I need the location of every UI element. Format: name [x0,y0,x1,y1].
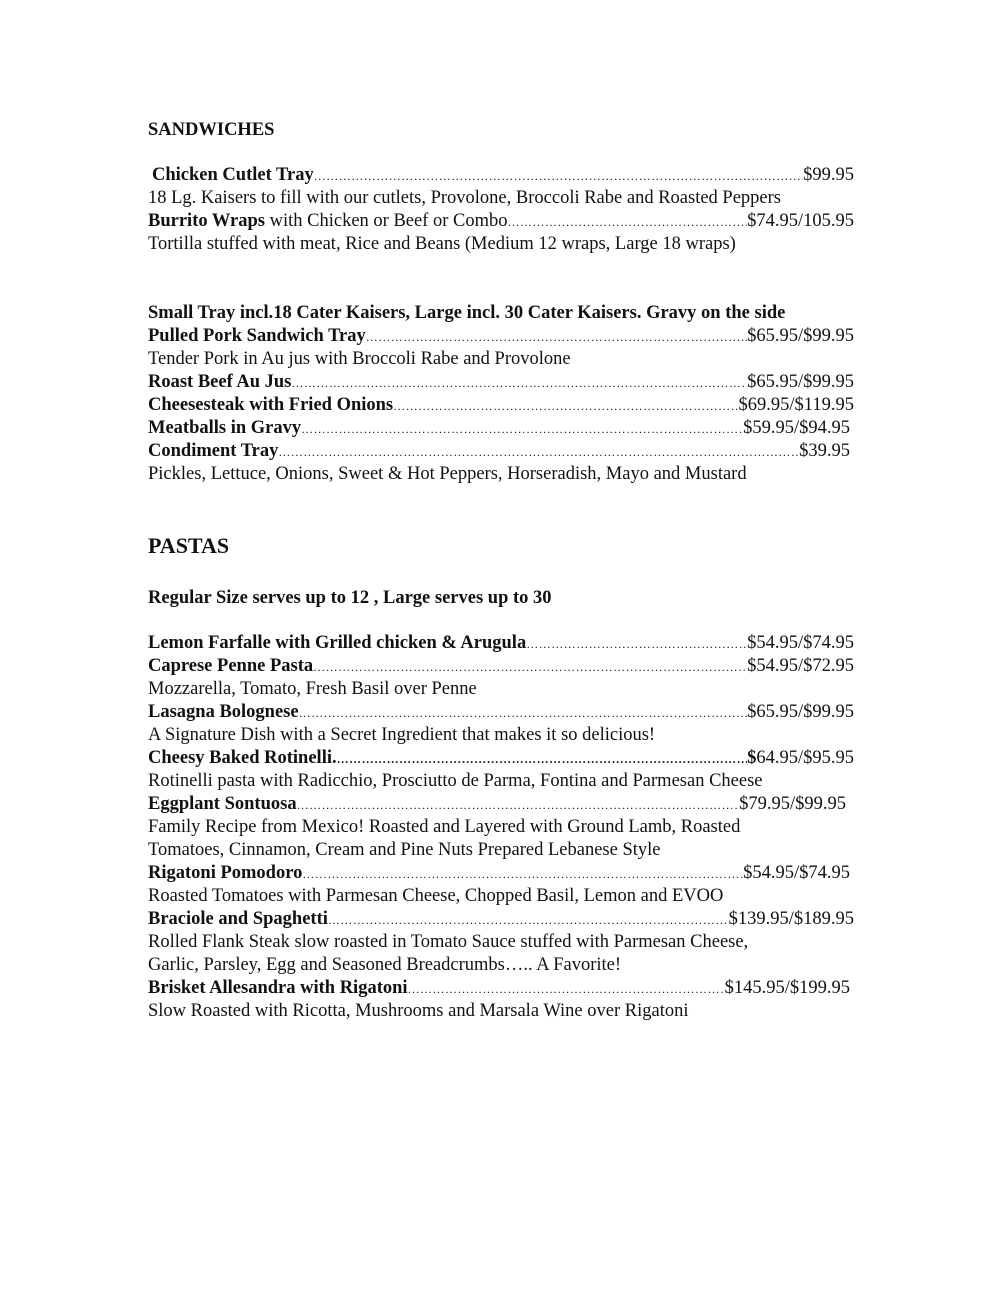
leader-dots [393,395,738,418]
item-name: Pulled Pork Sandwich Tray [148,326,366,346]
item-price-symbol: $ [747,748,757,768]
item-name: Eggplant Sontuosa [148,794,297,814]
item-description: Slow Roasted with Ricotta, Mushrooms and Marsala Wine over Rigatoni [148,1001,689,1021]
item-price: $59.95/$94.95 [743,418,850,438]
menu-item-meatballs [148,417,850,441]
item-name: Meatballs in Gravy [148,418,302,438]
menu-item-eggplant-sontuosa [148,793,846,817]
leader-dots [328,909,729,932]
menu-item-condiment-tray [148,440,850,464]
item-name: Brisket Allesandra with Rigatoni [148,978,408,998]
menu-item-lemon-farfalle [148,632,854,656]
item-name: Chicken Cutlet Tray [152,165,314,185]
menu-item-burrito-wraps [148,210,854,234]
leader-dots [301,418,743,441]
item-price: $139.95/$189.95 [728,909,854,929]
leader-dots [302,863,743,886]
item-name: Burrito Wraps [148,211,266,231]
pasta-size-note: Regular Size serves up to 12 , Large serves up to 30 [148,588,552,608]
sandwiches-heading: SANDWICHES [148,120,275,140]
leader-dots [299,702,748,725]
item-description: Rotinelli pasta with Radicchio, Prosciutto de Parma, Fontina and Parmesan Cheese [148,771,763,791]
item-name-group [148,210,508,233]
item-description: Family Recipe from Mexico! Roasted and Layered with Ground Lamb, Roasted [148,817,741,837]
item-name: Lemon Farfalle with Grilled chicken & Arugula [148,633,527,653]
item-price: $65.95/$99.95 [747,702,854,722]
leader-dots [297,794,740,817]
item-name: Cheesy Baked Rotinelli. [148,748,337,768]
item-description-continued: Tomatoes, Cinnamon, Cream and Pine Nuts Prepared Lebanese Style [148,840,661,860]
item-name: Cheesesteak with Fried Onions [148,395,394,415]
leader-dots [278,441,799,464]
menu-item-rigatoni-pomodoro [148,862,850,886]
menu-item-roast-beef [148,371,854,395]
item-name: Roast Beef Au Jus [148,372,292,392]
item-description: Roasted Tomatoes with Parmesan Cheese, Chopped Basil, Lemon and EVOO [148,886,724,906]
item-description: Mozzarella, Tomato, Fresh Basil over Penne [148,679,477,699]
item-name: Rigatoni Pomodoro [148,863,303,883]
item-name: Lasagna Bolognese [148,702,299,722]
leader-dots [366,326,747,349]
menu-item-cheesy-rotinelli [148,747,854,771]
item-price: $99.95 [803,165,854,185]
item-description: Rolled Flank Steak slow roasted in Tomato Sauce stuffed with Parmesan Cheese, [148,932,749,952]
menu-item-caprese-penne [148,655,854,679]
leader-dots [313,656,747,679]
item-name: Condiment Tray [148,441,279,461]
leader-dots [408,978,725,1001]
item-description: A Signature Dish with a Secret Ingredient that makes it so delicious! [148,725,656,745]
menu-item-brisket [148,977,850,1001]
leader-dots [337,748,748,771]
item-price: 64.95/$95.95 [756,748,854,768]
item-price: $69.95/$119.95 [738,395,854,415]
item-price: $54.95/$72.95 [747,656,854,676]
item-name: Caprese Penne Pasta [148,656,314,676]
menu-item-pulled-pork [148,325,854,349]
item-price: $39.95 [799,441,850,461]
menu-item-lasagna [148,701,854,725]
leader-dots [526,633,747,656]
item-price: $79.95/$99.95 [739,794,846,814]
item-price: $65.95/$99.95 [747,372,854,392]
item-price: $54.95/$74.95 [747,633,854,653]
item-description: 18 Lg. Kaisers to fill with our cutlets, Provolone, Broccoli Rabe and Roasted Peppers [148,188,781,208]
item-description: Tender Pork in Au jus with Broccoli Rabe and Provolone [148,349,571,369]
pastas-heading: PASTAS [148,533,230,558]
item-price-group [747,747,854,770]
menu-item-cheesesteak [148,394,854,418]
item-price: $145.95/$199.95 [724,978,850,998]
item-price: $54.95/$74.95 [743,863,850,883]
leader-dots [314,165,803,188]
item-name: Braciole and Spaghetti [148,909,328,929]
item-description-continued: Garlic, Parsley, Egg and Seasoned Breadcrumbs….. A Favorite! [148,955,622,975]
leader-dots [508,211,748,234]
item-name-detail: with Chicken or Beef or Combo [265,211,508,231]
leader-dots [291,372,747,395]
item-description: Tortilla stuffed with meat, Rice and Beans (Medium 12 wraps, Large 18 wraps) [148,234,736,254]
item-description: Pickles, Lettuce, Onions, Sweet & Hot Peppers, Horseradish, Mayo and Mustard [148,464,747,484]
menu-item-chicken-cutlet [148,164,854,188]
tray-size-note: Small Tray incl.18 Cater Kaisers, Large incl. 30 Cater Kaisers. Gravy on the side [148,303,786,323]
item-price: $65.95/$99.95 [747,326,854,346]
item-price: $74.95/105.95 [747,211,854,231]
menu-item-braciole [148,908,854,932]
